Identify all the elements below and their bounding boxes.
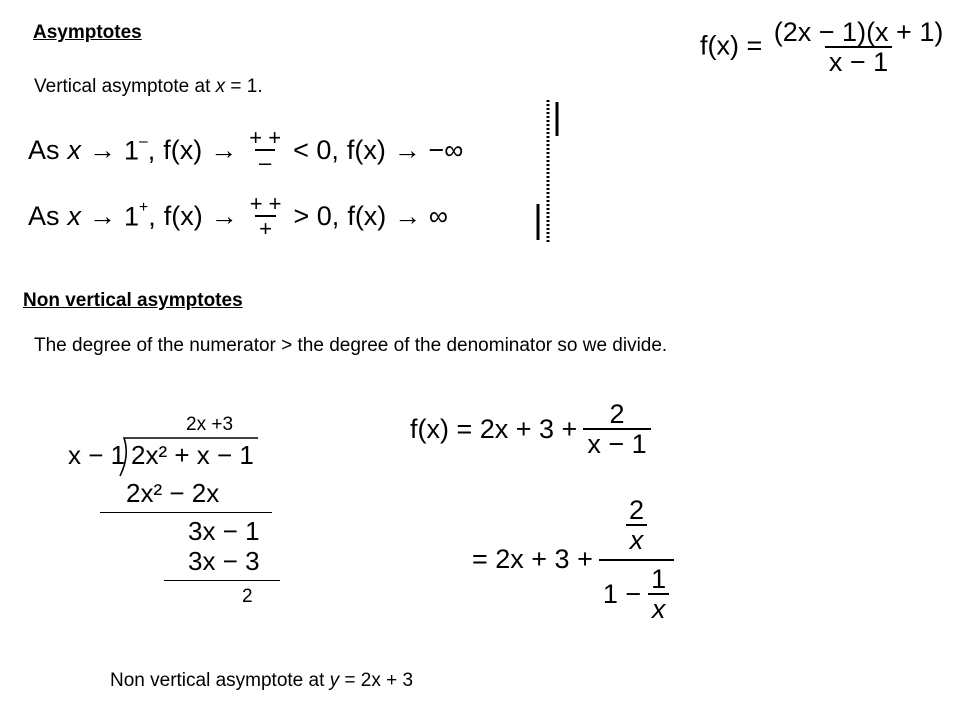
limit-right-arrow2: → (210, 200, 238, 231)
result-1-num: 2 (609, 399, 625, 429)
limit-right-sign-den: + (255, 215, 276, 240)
limit-right-arrow: → (89, 200, 117, 231)
result-2-fraction (599, 496, 674, 623)
result-equation-2 (472, 496, 674, 623)
result-2-den-den: x (648, 593, 670, 623)
result-2-inner-numerator-fraction (625, 496, 648, 555)
limit-right-result-f: f(x) (347, 200, 387, 231)
limit-left-equation: As x → 1–, f(x) → $\frac{+ +}{-}$ < 0, f(x) → −∞ (28, 125, 464, 176)
limit-right-equation: As x → 1+, f(x) → $\frac{+ +}{+}$ > 0, f(x) → ∞ (28, 191, 449, 242)
result-2-denominator (599, 559, 674, 624)
limit-left-result-f: f(x) (346, 134, 386, 165)
limit-right-as: As (28, 200, 60, 231)
limit-right-sign-fraction (246, 192, 286, 240)
conclusion-statement (110, 670, 413, 692)
division-remainder-1: 3x − 1 (188, 516, 260, 546)
limit-left-compare: < 0, (293, 134, 339, 165)
limit-left-sign-num: + + (249, 125, 282, 150)
limit-left-side: – (139, 133, 148, 151)
limit-left-as: As (28, 134, 60, 165)
limit-right-sign-num: + + (249, 191, 282, 216)
function-definition (700, 18, 947, 77)
division-remainder: 2 (242, 586, 253, 607)
result-equation-1 (410, 400, 651, 459)
function-numerator: (2x − 1)(x + 1) (773, 17, 944, 47)
division-subtract-2: 3x − 3 (188, 546, 260, 576)
vertical-statement-var: x (215, 76, 226, 97)
result-2-inner-denominator-fraction (647, 565, 670, 624)
division-quotient: 2x +3 (186, 414, 234, 435)
asymptote-sketch (525, 98, 565, 244)
limit-left-sign-fraction (245, 126, 285, 174)
conclusion-var: y (329, 670, 340, 691)
limit-right-f: f(x) (163, 200, 203, 231)
limit-right-target: 1 (124, 201, 140, 232)
heading-asymptotes: Asymptotes (33, 22, 142, 43)
function-denominator: x − 1 (825, 46, 892, 76)
limit-left-sign-den: – (255, 149, 275, 174)
limit-right-side: + (139, 199, 149, 217)
limit-right-compare: > 0, (293, 200, 340, 231)
function-fraction (770, 18, 948, 77)
conclusion-prefix: Non vertical asymptote at (110, 670, 330, 691)
result-2-numerator (621, 496, 652, 559)
vertical-statement-suffix: = 1. (225, 76, 263, 97)
result-1-lhs: f(x) = 2x + 3 + (410, 413, 578, 444)
division-subtract-1: 2x² − 2x (126, 478, 220, 508)
division-rule-1 (100, 512, 272, 513)
division-dividend: 2x² + x − 1 (131, 440, 254, 470)
limit-left-result: → −∞ (393, 134, 464, 165)
function-lhs: f(x) = (700, 30, 763, 61)
limit-left-f: f(x) (163, 134, 203, 165)
limit-right-var: x (67, 200, 82, 231)
result-2-den-prefix: 1 − (602, 578, 642, 609)
result-2-num-den: x (626, 524, 648, 554)
division-divisor: x − 1 (68, 440, 126, 470)
conclusion-suffix: = 2x + 3 (339, 670, 414, 691)
result-2-lhs: = 2x + 3 + (472, 544, 593, 575)
degree-statement: The degree of the numerator > the degree of the denominator so we divide. (34, 335, 668, 356)
result-2-den-num: 1 (651, 563, 667, 594)
result-2-num-num: 2 (628, 495, 645, 525)
result-1-fraction (583, 400, 650, 459)
result-1-den: x − 1 (583, 428, 650, 458)
limit-left-arrow2: → (210, 134, 238, 165)
vertical-asymptote-statement (34, 76, 263, 98)
heading-non-vertical: Non vertical asymptotes (23, 290, 243, 311)
limit-left-arrow: → (89, 134, 117, 165)
limit-right-result: → ∞ (394, 200, 449, 231)
division-rule-2 (164, 580, 280, 581)
limit-left-var: x (67, 134, 82, 165)
vertical-statement-prefix: Vertical asymptote at (34, 76, 216, 97)
limit-left-target: 1 (124, 135, 140, 166)
